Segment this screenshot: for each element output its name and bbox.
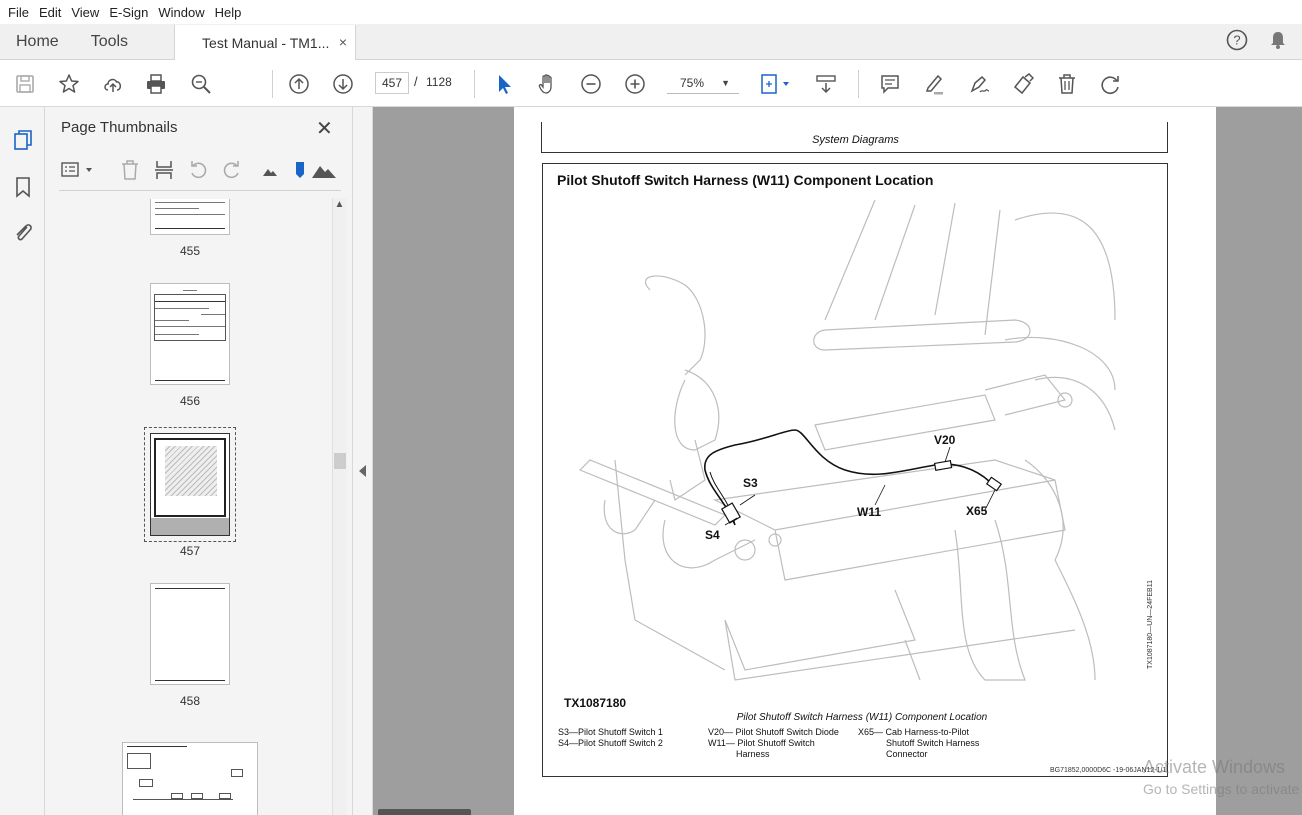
star-icon[interactable] (56, 71, 82, 97)
print-icon[interactable] (143, 71, 169, 97)
figure-title: Pilot Shutoff Switch Harness (W11) Component Location (557, 172, 934, 188)
activation-watermark: Activate Windows (1143, 757, 1286, 777)
zoom-value: 75% (680, 76, 705, 90)
menu-esign[interactable]: E-Sign (109, 4, 149, 20)
legend-s3: S3—Pilot Shutoff Switch 1 (558, 727, 663, 737)
thumbnail-page-456[interactable] (150, 283, 230, 385)
horizontal-scroll-thumb[interactable] (378, 809, 471, 815)
notification-bell-icon[interactable] (1268, 30, 1288, 53)
zoom-select[interactable] (667, 72, 739, 94)
thumbnail-small-icon[interactable] (257, 157, 283, 183)
panel-splitter[interactable] (352, 107, 373, 815)
rotate-right-icon[interactable] (219, 157, 245, 183)
sign-icon[interactable] (966, 71, 992, 97)
legend-w11-cont: Harness (736, 749, 770, 759)
document-page (514, 107, 1216, 815)
chevron-down-icon: ▼ (721, 78, 730, 88)
comment-icon[interactable] (877, 71, 903, 97)
svg-text:?: ? (1233, 32, 1241, 48)
legend-v20: V20— Pilot Shutoff Switch Diode (708, 727, 839, 737)
figure-id: TX1087180 (564, 696, 627, 710)
legend-s4: S4—Pilot Shutoff Switch 2 (558, 738, 663, 748)
component-location-drawing (575, 200, 1120, 693)
thumbnail-label-456: 456 (179, 394, 201, 408)
legend-w11: W11— Pilot Shutoff Switch (708, 738, 815, 748)
panel-title: Page Thumbnails (61, 119, 178, 136)
callout-x65: X65 (966, 504, 988, 518)
menu-window[interactable]: Window (158, 4, 205, 20)
thumbnail-list (59, 199, 329, 815)
zoom-search-icon[interactable] (188, 71, 214, 97)
page-header: System Diagrams (812, 134, 899, 146)
thumbnail-page-458[interactable] (150, 583, 230, 685)
thumbnail-options-icon[interactable] (59, 157, 97, 183)
bookmark-icon[interactable] (10, 174, 36, 200)
figure-vertical-id: TX1087180—UN—24FEB11 (1147, 580, 1154, 669)
select-cursor-icon[interactable] (491, 71, 517, 97)
page-separator: / (414, 74, 418, 89)
tab-tools[interactable]: Tools (90, 32, 129, 50)
fit-page-icon[interactable] (757, 71, 793, 97)
thumbnail-label-457: 457 (179, 544, 201, 558)
page-thumbnails-icon[interactable] (10, 127, 36, 153)
thumbnail-large-icon[interactable] (311, 157, 337, 183)
zoom-in-icon[interactable] (622, 71, 648, 97)
callout-w11: W11 (857, 505, 882, 519)
zoom-out-icon[interactable] (578, 71, 604, 97)
collapse-panel-icon[interactable] (359, 465, 366, 477)
delete-page-icon[interactable] (117, 157, 143, 183)
legend-x65: X65— Cab Harness-to-Pilot (858, 727, 970, 737)
left-rail (0, 107, 45, 815)
rotate-left-icon[interactable] (185, 157, 211, 183)
callout-v20: V20 (934, 433, 956, 447)
rotate-icon[interactable] (1098, 71, 1124, 97)
tab-document[interactable] (174, 25, 356, 60)
thumbnail-page-455[interactable] (150, 199, 230, 235)
thumbnail-page-459[interactable] (122, 742, 258, 815)
legend-x65-cont2: Connector (886, 749, 928, 759)
thumbnail-tools (59, 151, 341, 191)
activation-watermark-sub: Go to Settings to activate (1143, 781, 1300, 797)
tab-document-label: Test Manual - TM1... (202, 34, 330, 51)
footnote: BG71852,0000D6C -19-06JAN12-1/1 (1050, 767, 1167, 774)
thumbnail-label-458: 458 (179, 694, 201, 708)
tab-bar (0, 24, 1302, 60)
help-icon[interactable] (1226, 29, 1248, 54)
tab-home[interactable]: Home (16, 32, 59, 50)
tab-close-icon[interactable]: × (338, 34, 348, 50)
menu-bar (0, 0, 1302, 24)
legend-column-2 (708, 727, 839, 760)
page-up-icon[interactable] (286, 71, 312, 97)
hand-icon[interactable] (534, 71, 560, 97)
legend-column-1 (558, 727, 663, 749)
callout-s4: S4 (705, 528, 720, 542)
stamp-icon[interactable] (1010, 71, 1036, 97)
document-view[interactable] (373, 107, 1302, 815)
thumbnail-scrollbar[interactable] (332, 198, 347, 815)
thumbnail-size-slider[interactable] (287, 157, 313, 183)
thumbnail-label-455: 455 (179, 244, 201, 258)
scroll-up-icon[interactable]: ▲ (334, 199, 345, 210)
legend-column-3 (858, 727, 979, 760)
page-total: 1128 (426, 75, 452, 89)
page-header-box (541, 122, 1168, 153)
scroll-mode-icon[interactable] (813, 71, 839, 97)
figure-box (542, 163, 1168, 777)
cloud-upload-icon[interactable] (100, 71, 126, 97)
toolbar (0, 60, 1302, 107)
highlight-icon[interactable] (921, 71, 947, 97)
menu-edit[interactable]: Edit (38, 4, 62, 20)
menu-file[interactable]: File (8, 4, 29, 20)
menu-view[interactable]: View (71, 4, 100, 20)
figure-caption: Pilot Shutoff Switch Harness (W11) Component Location (736, 712, 988, 723)
attachment-icon[interactable] (10, 219, 36, 245)
insert-page-icon[interactable] (151, 157, 177, 183)
menu-help[interactable]: Help (214, 4, 242, 20)
callout-s3: S3 (743, 476, 758, 490)
legend-x65-cont1: Shutoff Switch Harness (886, 738, 980, 748)
panel-close-icon[interactable]: ✕ (316, 118, 333, 140)
thumbnail-page-457[interactable] (150, 433, 230, 536)
thumbnails-panel (45, 107, 352, 815)
save-icon[interactable] (12, 71, 38, 97)
page-down-icon[interactable] (330, 71, 356, 97)
thumbnail-scroll-thumb[interactable] (334, 453, 346, 469)
page-number-input[interactable]: 457 (375, 72, 409, 94)
delete-icon[interactable] (1054, 71, 1080, 97)
